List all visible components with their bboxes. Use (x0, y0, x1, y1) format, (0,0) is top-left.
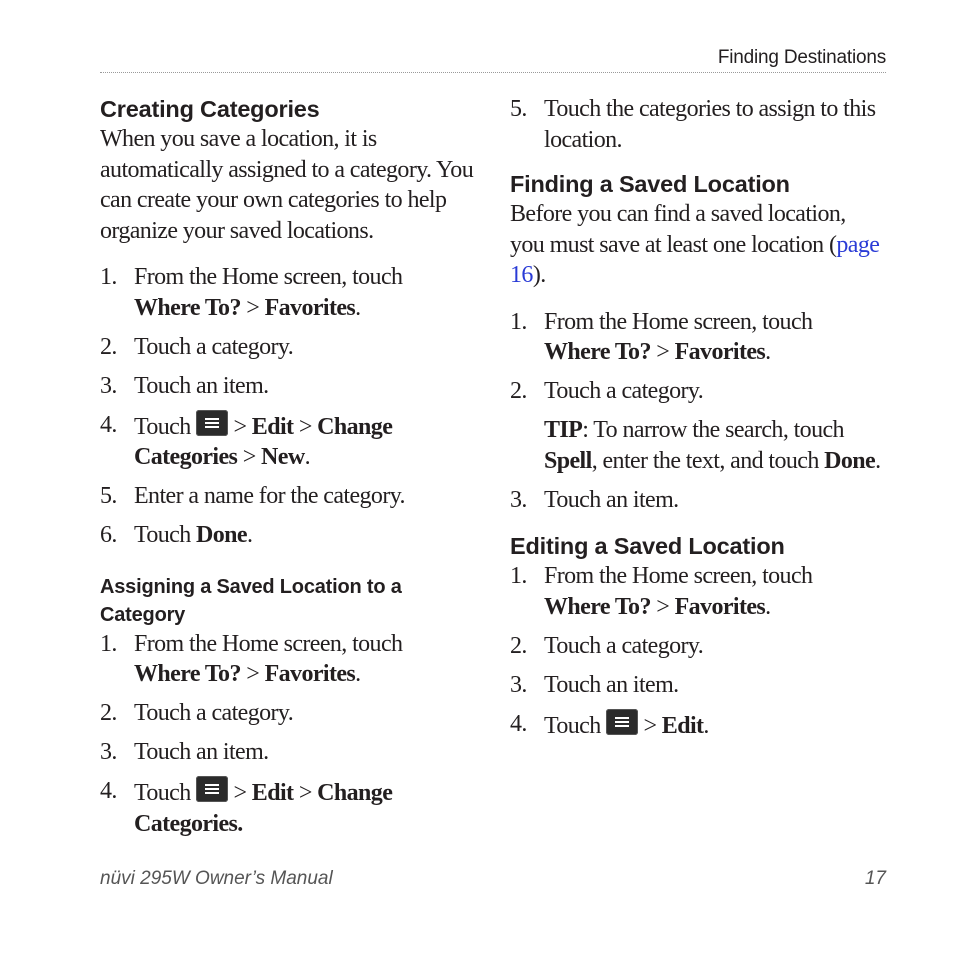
list-item: 3. Touch an item. (100, 739, 269, 765)
assigning-steps (100, 629, 474, 840)
finding-steps (510, 307, 884, 516)
list-item: 3. Touch an item. (510, 671, 679, 698)
list-item: 2. Touch a category. (100, 700, 294, 726)
list-item: 1. From the Home screen, touch Where To? > Favorites. (100, 630, 403, 687)
creating-steps (100, 262, 474, 551)
menu-icon (196, 776, 228, 802)
list-item: 4. Touch > Edit > Change Categories > New. (100, 411, 393, 470)
left-column (100, 94, 474, 848)
header-divider (100, 72, 886, 73)
list-item: 2. Touch a category. (510, 632, 704, 659)
list-item: 2. Touch a category. (100, 333, 294, 360)
list-item: 5. Touch the categories to assign to this location. (510, 96, 876, 153)
list-item: 1. From the Home screen, touch Where To? > Favorites. (510, 563, 813, 620)
list-item: 4. Touch > Edit > Change Categories. (100, 778, 393, 837)
heading-finding: Finding a Saved Location (510, 171, 790, 197)
running-header: Finding Destinations (717, 47, 886, 68)
list-item: 3. Touch an item. (510, 486, 679, 513)
menu-icon (196, 410, 228, 436)
list-item: 4. Touch > Edit. (510, 710, 709, 739)
list-item: 3. Touch an item. (100, 372, 269, 399)
page-number: 17 (864, 868, 886, 889)
heading-editing: Editing a Saved Location (510, 533, 785, 559)
right-column (510, 94, 884, 750)
editing-steps (510, 561, 884, 741)
list-item: 6. Touch Done. (100, 522, 253, 548)
list-item: 5. Enter a name for the category. (100, 483, 405, 509)
creating-intro: When you save a location, it is automatically assigned to a category. You can create your own categories to help organize your saved locations. (100, 126, 474, 244)
finding-intro: Before you can find a saved location, you must save at least one location (page 16). (510, 201, 880, 288)
page-link[interactable]: page 16 (510, 231, 880, 288)
menu-icon (606, 709, 638, 735)
list-item: 1. From the Home screen, touch Where To? > Favorites. (510, 308, 813, 365)
heading-assigning: Assigning a Saved Location to a Category (100, 575, 402, 626)
list-item: 1. From the Home screen, touch Where To? > Favorites. (100, 264, 403, 321)
assigning-steps-continued (510, 94, 884, 155)
list-item: 2. Touch a category. (510, 378, 704, 404)
tip-note: TIP: To narrow the search, touch Spell, enter the text, and touch Done. (544, 417, 881, 474)
footer-manual-title: nüvi 295W Owner’s Manual (100, 868, 333, 889)
heading-creating-categories: Creating Categories (100, 96, 320, 122)
